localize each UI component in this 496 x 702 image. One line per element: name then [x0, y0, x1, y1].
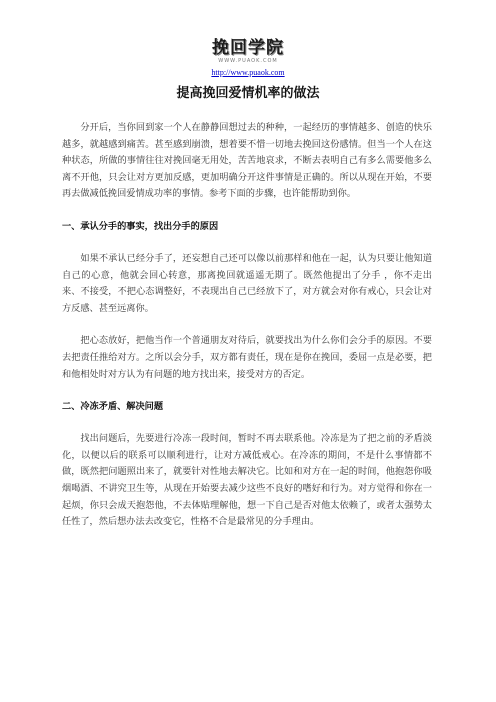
article-body [62, 120, 432, 531]
section-1-paragraph-1: 如果不承认已经分手了，还妄想自己还可以像以前那样和他在一起，认为只要让他知道自己的心意，他就会回心转意，那离挽回就遥遥无期了。既然他提出了分手 ，你不走出来、不接受，不把心态调整好，不表现出自己已经放下了，对方就会对你有戒心，只会让对方反感、甚至远离你。 [62, 252, 432, 314]
section-2-paragraph-1: 找出问题后，先要进行冷冻一段时间，暂时不再去联系他。冷冻是为了把之前的矛盾淡化，以便以后的联系可以顺利进行，让对方减低戒心。在冷冻的期间，不是什么事情都不做，既然把问题照出来了，就要针对性地去解决它。比如和对方在一起的时间，他抱怨你吸烟喝酒、不讲究卫生等，从现在开始要去减少这些不良好的嗜好和行为。对方觉得和你在一起烦，你只会成天抱怨他，不去体贴理解他，想一下自己是否对他太依赖了，或者太强势太任性了，然后想办法去改变它，性格不合是最常见的分手理由。 [62, 433, 432, 528]
site-url-link[interactable]: http://www.puaok.com [211, 68, 285, 77]
intro-paragraph: 分开后，当你回到家一个人在静静回想过去的种种，一起经历的事情越多、创造的快乐越多，就越感到痛苦。甚至感到崩溃，想着要不惜一切地去挽回这份感情。但当一个人在这种状态，所做的事情往往对挽回毫无用处，苦苦地哀求，不断去表明自己有多么需要他多么离不开他，只会让对方更加反感，更加明确分开这件事情是正确的。所以从现在开始，不要再去做减低挽回爱情成功率的事情。参考下面的步骤，也许能帮助到你。 [62, 122, 432, 200]
site-logo [206, 38, 290, 68]
section-2-heading: 二、冷冻矛盾、解决问题 [62, 401, 164, 413]
page-title: 提高挽回爱情机率的做法 [176, 86, 320, 101]
section-1-heading: 一、承认分手的事实，找出分手的原因 [62, 220, 219, 232]
section-1-paragraph-2: 把心态放好，把他当作一个普通朋友对待后，就要找出为什么你们会分手的原因。不要去把责任推给对方。之所以会分手，双方都有责任，现在是你在挽回，委屈一点是必要，把和他相处时对方认为有问题的地方找出来，接受对方的否定。 [62, 335, 432, 380]
logo-text: 挽回学院 [212, 38, 284, 58]
site-header [0, 38, 496, 78]
logo-subtitle: WWW.PUAOK.COM [218, 58, 278, 64]
